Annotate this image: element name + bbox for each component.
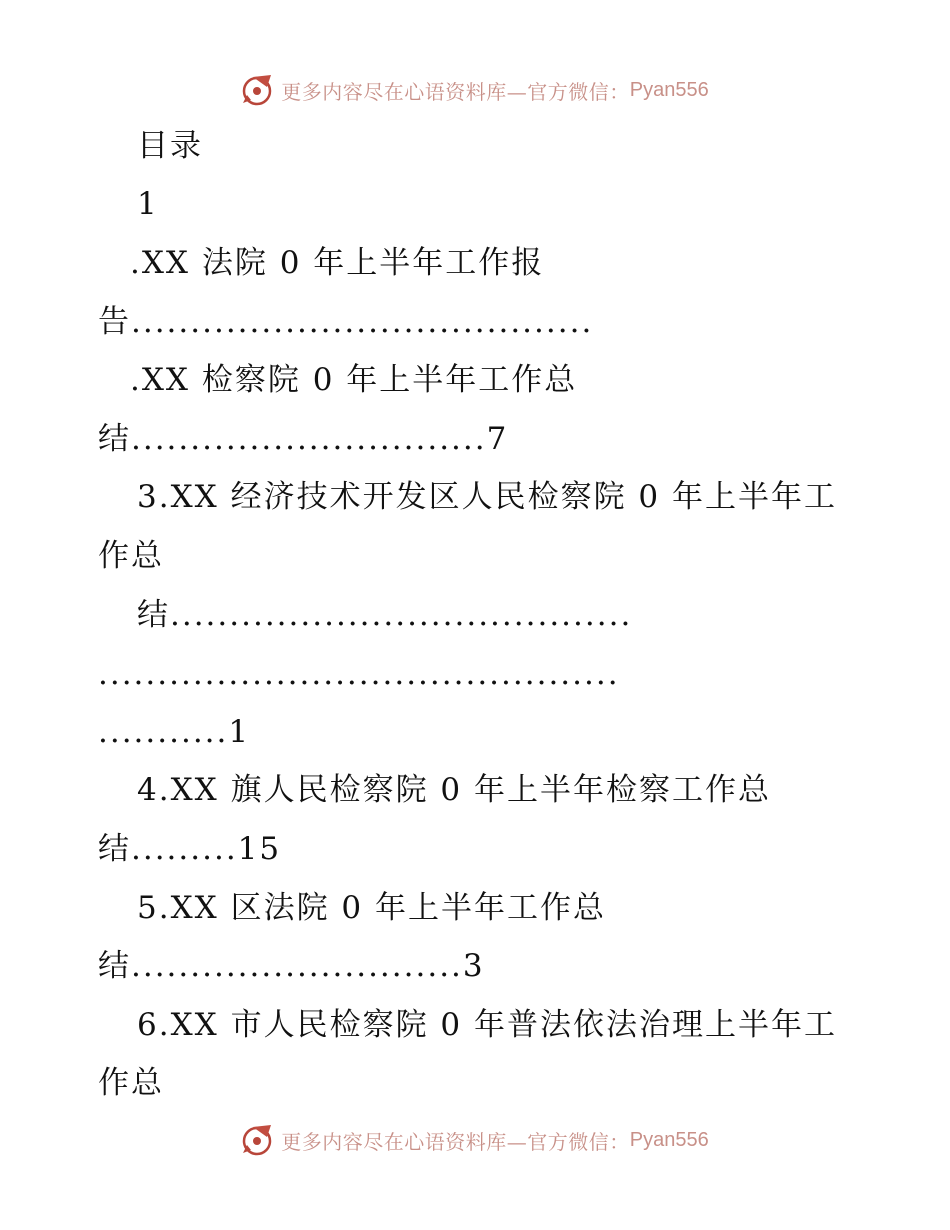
toc-line: 结....................................... — [137, 597, 633, 633]
toc-line: ...........1 — [98, 714, 251, 750]
toc-line: 结..............................7 — [98, 421, 509, 457]
toc-line: 结............................3 — [98, 948, 485, 984]
header-watermark — [0, 70, 950, 110]
toc-line: 4.XX 旗人民检察院 0 年上半年检察工作总 — [137, 772, 771, 808]
toc-line: .XX 检察院 0 年上半年工作总 — [130, 362, 578, 398]
watermark-text: 更多内容尽在心语资料库—官方微信： — [281, 79, 630, 104]
toc-line: .XX 法院 0 年上半年工作报 — [130, 245, 545, 281]
watermark-wechat-id: Pyan556 — [629, 1128, 709, 1151]
toc-heading: 目录 — [137, 128, 203, 164]
toc-line: 6.XX 市人民检察院 0 年普法依法治理上半年工 — [137, 1007, 837, 1043]
toc-line: 3.XX 经济技术开发区人民检察院 0 年上半年工 — [137, 479, 837, 515]
toc-line: 告....................................... — [98, 304, 594, 340]
pen-logo-icon — [241, 1123, 275, 1157]
toc-line: 作总 — [98, 1065, 164, 1101]
watermark-text: 更多内容尽在心语资料库—官方微信： — [281, 1129, 630, 1154]
footer-watermark — [0, 1120, 950, 1160]
toc-line: 5.XX 区法院 0 年上半年工作总 — [137, 890, 606, 926]
watermark-wechat-id: Pyan556 — [629, 78, 709, 101]
toc-line: ............................................ — [98, 656, 620, 692]
toc-line: 作总 — [98, 538, 164, 574]
pen-logo-icon — [241, 73, 275, 107]
toc-line: 结.........15 — [98, 831, 282, 867]
toc-line: 1 — [137, 186, 159, 222]
